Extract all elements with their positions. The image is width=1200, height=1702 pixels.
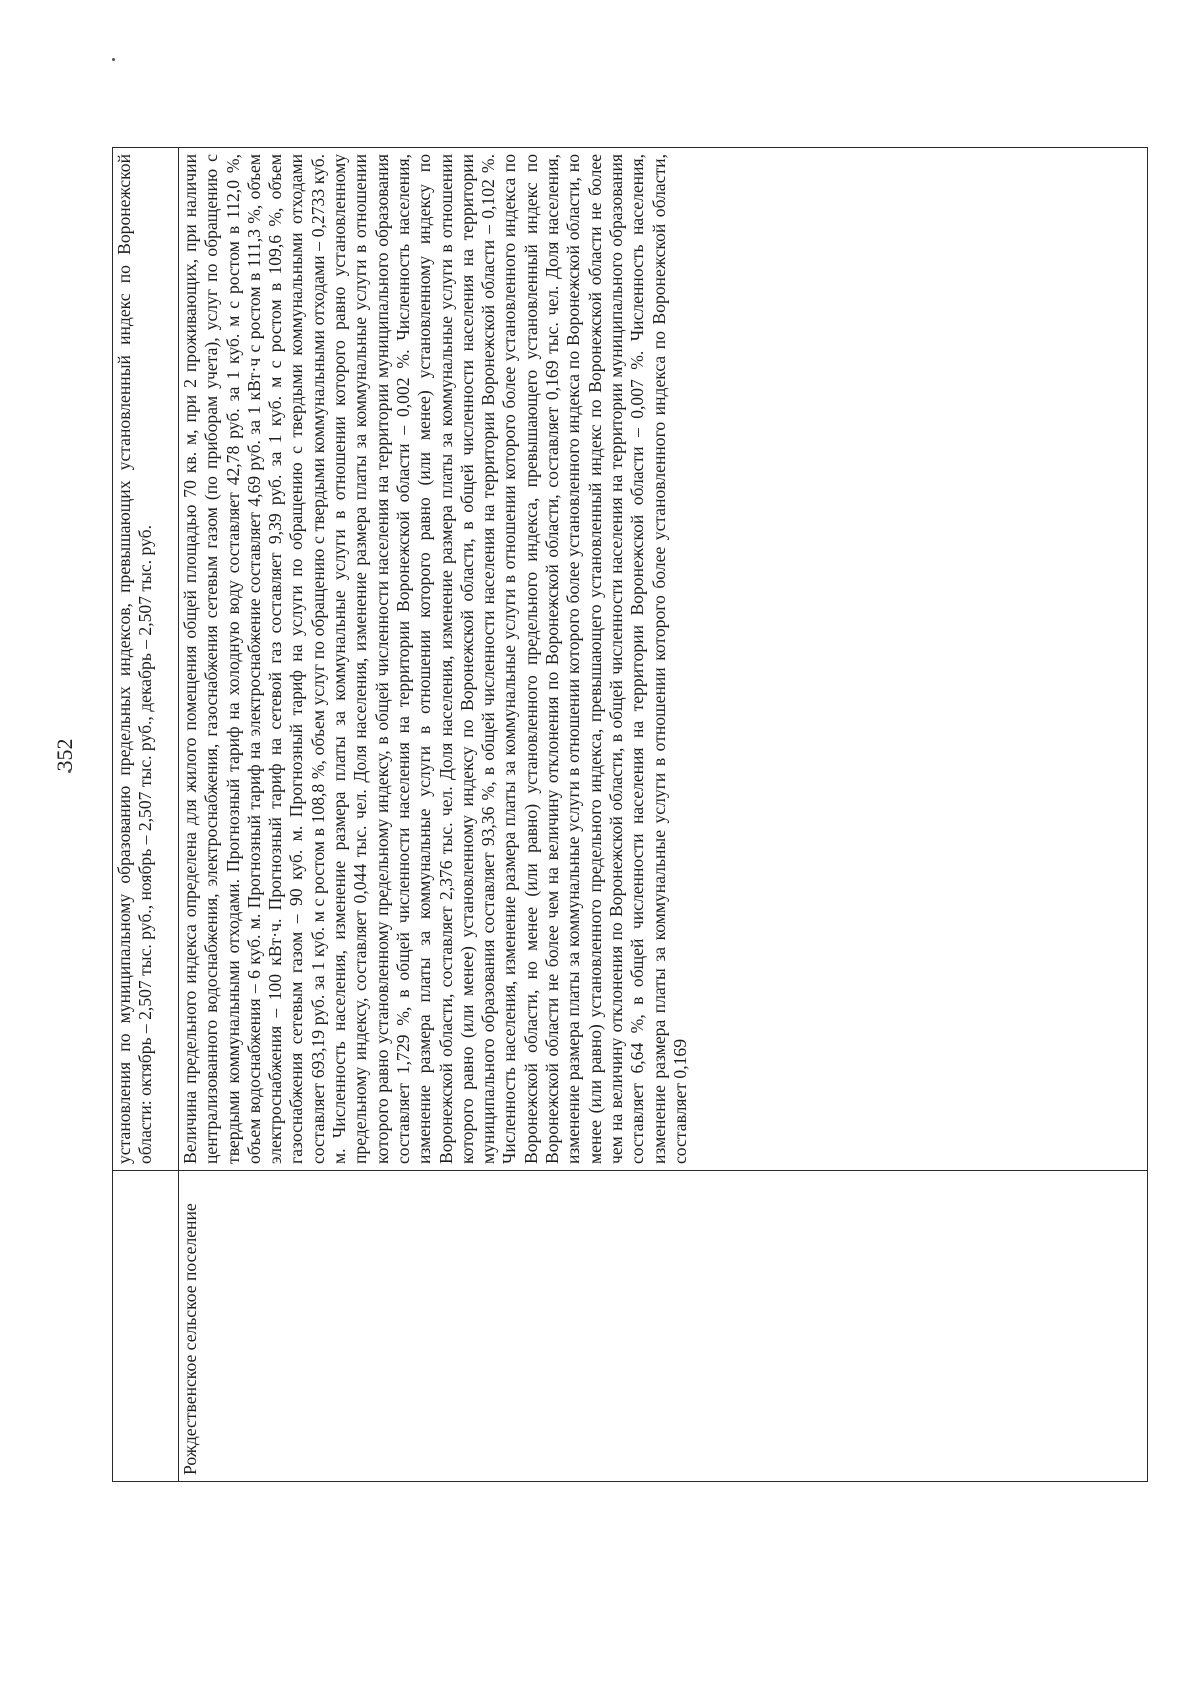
- table-row: [179, 148, 1148, 1482]
- description-cell: Величина предельного индекса определена для жилого помещения общей площадью 70 кв. м, при 2 проживающих, при наличии централизованного водоснабжения, электроснабжения, газоснабжения сетевым газом (по приборам учета), услуг по обращению с твердыми коммунальными отходами. Прогнозный тариф на холодную воду составляет 42,78 руб. за 1 куб. м с ростом в 112,0 %, объем водоснабжения – 6 куб. м. Прогнозный тариф на электроснабжение составляет 4,69 руб. за 1 кВт·ч с ростом в 111,3 %, объем электроснабжения – 100 кВт·ч. Прогнозный тариф на сетевой газ составляет 9,39 руб. за 1 куб. м с ростом в 109,6 %, объем газоснабжения сетевым газом – 90 куб. м. Прогнозный тариф на услуги по обращению с твердыми коммунальными отходами составляет 693,19 руб. за 1 куб. м с ростом в 108,8 %, объем услуг по обращению с твердыми коммунальными отходами – 0,2733 куб. м. Численность населения, изменение размера платы за коммунальные услуги в отношении которого равно установленному предельному индексу, составляет 0,044 тыс. чел. Доля населения, изменение размера платы за коммунальные услуги в отношении которого равно установленному предельному индексу, в общей численности населения на территории муниципального образования составляет 1,729 %, в общей численности населения на территории Воронежской области – 0,002 %. Численность населения, изменение размера платы за коммунальные услуги в отношении которого равно (или менее) установленному индексу по Воронежской области, составляет 2,376 тыс. чел. Доля населения, изменение размера платы за коммунальные услуги в отношении которого равно (или менее) установленному индексу по Воронежской области, в общей численности населения на территории муниципального образования составляет 93,36 %, в общей численности населения на территории Воронежской области – 0,102 %. Численность населения, изменение размера платы за коммунальные услуги в отношении которого более установленного индекса по Воронежской области, но менее (или равно) установленного предельного индекса, превышающего установленный индекс по Воронежской области не более чем на величину отклонения по Воронежской области, составляет 0,169 тыс. чел. Доля населения, изменение размера платы за коммунальные услуги в отношении которого более установленного индекса по Воронежской области, но менее (или равно) установленного предельного индекса, превышающего установленный индекс по Воронежской области не более чем на величину отклонения по Воронежской области, в общей численности населения на территории муниципального образования составляет 6,64 %, в общей численности населения на территории Воронежской области – 0,007 %. Численность населения, изменение размера платы за коммунальные услуги в отношении которого более установленного индекса по Воронежской области, составляет 0,169: [179, 148, 1148, 1171]
- page-number: 352: [52, 738, 77, 772]
- description-cell: установления по муниципальному образованию предельных индексов, превышающих установленный индекс по Воронежской области: октябрь – 2,507 тыс. руб., ноябрь – 2,507 тыс. руб., декабрь – 2,507 тыс. руб.: [113, 148, 179, 1171]
- region-cell: [113, 1171, 179, 1482]
- table-row: [113, 148, 179, 1482]
- data-table: [112, 147, 1148, 1482]
- region-cell: Рождественское сельское поселение: [179, 1171, 1148, 1482]
